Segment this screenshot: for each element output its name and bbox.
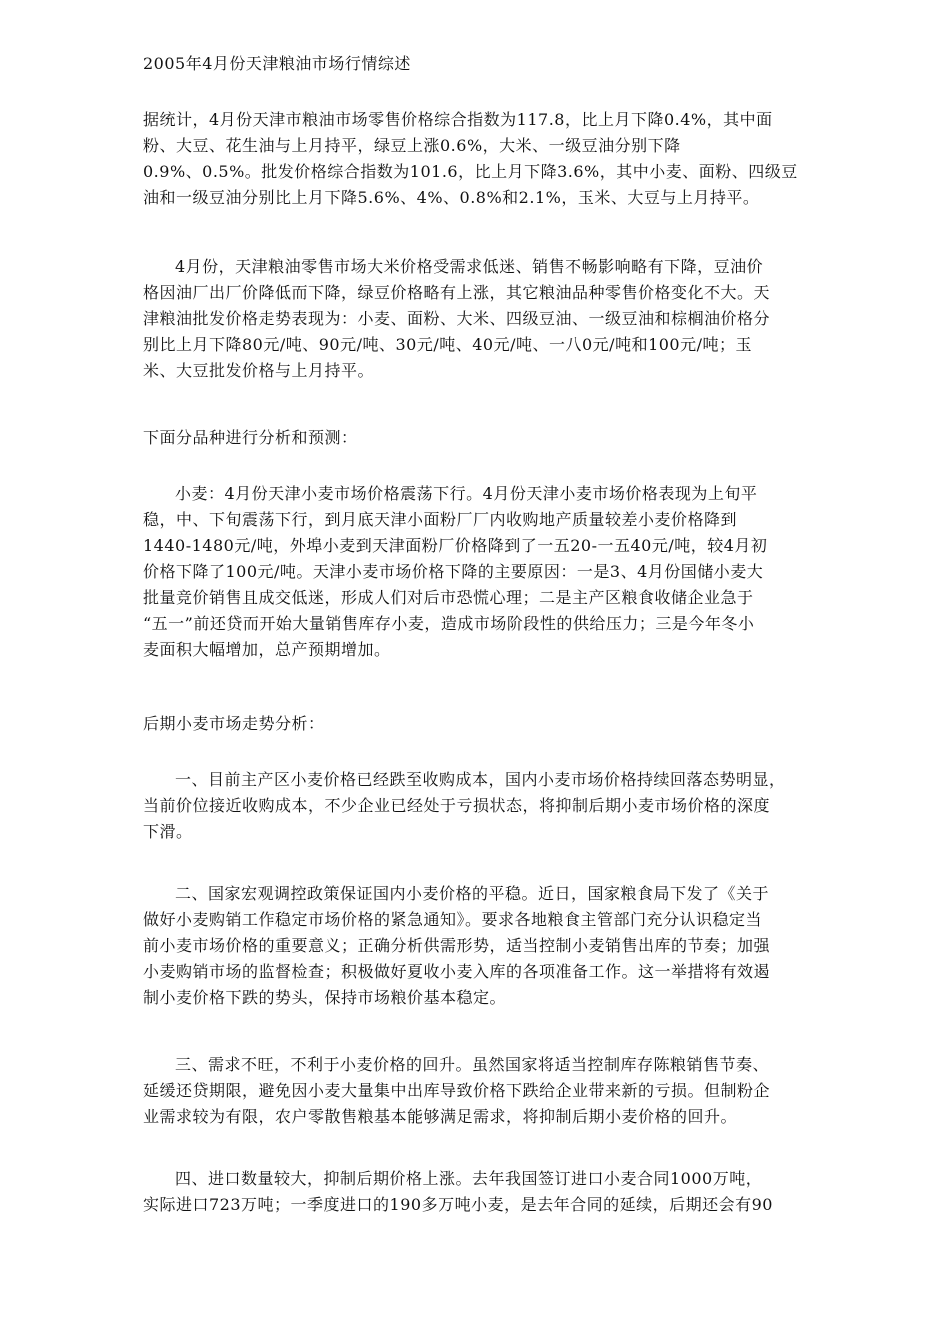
paragraph-april-market: 4月份，天津粮油零售市场大米价格受需求低迷、销售不畅影响略有下降，豆油价 格因油厂出厂价降低而下降，绿豆价格略有上涨，其它粮油品种零售价格变化不大。天 津粮油批发价格走势表现为：小麦、面粉、大米、四级豆油、一级豆油和棕榈油价格分 别比上月下降80元/吨、90元/吨、30元/吨、40元/吨、一八0元/吨和100元/吨；玉 米、大豆批发价格与上月持平。 [143,257,771,380]
document-title: 2005年4月份天津粮油市场行情综述 [143,54,411,73]
paragraph-point-3: 三、需求不旺，不利于小麦价格的回升。虽然国家将适当控制库存陈粮销售节奏、 延缓还贷期限，避免因小麦大量集中出库导致价格下跌给企业带来新的亏损。但制粉企 业需求较为有限，农户零散售粮基本能够满足需求，将抑制后期小麦价格的回升。 [143,1055,771,1126]
paragraph-wheat: 小麦：4月份天津小麦市场价格震荡下行。4月份天津小麦市场价格表现为上旬平 稳，中、下旬震荡下行，到月底天津小面粉厂厂内收购地产质量较差小麦价格降到 1440-1480元/吨，外埠小麦到天津面粉厂价格降到了一五20-一五40元/吨，较4月初 价格下降了100元/吨。天津小麦市场价格下降的主要原因：一是3、4月份国储小麦大 批量竞价销售且成交低迷，形成人们对后市恐慌心理；二是主产区粮食收储企业急于 “五一”前还贷而开始大量销售库存小麦，造成市场阶段性的供给压力；三是今年冬小 麦面积大幅增加，总产预期增加。 [143,484,768,659]
paragraph-section-intro: 下面分品种进行分析和预测： [143,428,358,447]
paragraph-point-1: 一、目前主产区小麦价格已经跌至收购成本，国内小麦市场价格持续回落态势明显， 当前价位接近收购成本，不少企业已经处于亏损状态，将抑制后期小麦市场价格的深度 下滑。 [143,770,786,841]
paragraph-outlook-heading: 后期小麦市场走势分析： [143,714,325,733]
paragraph-point-4: 四、进口数量较大，抑制后期价格上涨。去年我国签订进口小麦合同1000万吨， 实际进口723万吨；一季度进口的190多万吨小麦，是去年合同的延续，后期还会有90 [143,1169,773,1214]
paragraph-overview: 据统计，4月份天津市粮油市场零售价格综合指数为117.8，比上月下降0.4%，其中面 粉、大豆、花生油与上月持平，绿豆上涨0.6%，大米、一级豆油分别下降 0.9%、0.5%。批发价格综合指数为101.6，比上月下降3.6%，其中小麦、面粉、四级豆 油和一级豆油分别比上月下降5.6%、4%、0.8%和2.1%，玉米、大豆与上月持平。 [143,110,798,207]
paragraph-point-2: 二、国家宏观调控政策保证国内小麦价格的平稳。近日，国家粮食局下发了《关于 做好小麦购销工作稳定市场价格的紧急通知》。要求各地粮食主管部门充分认识稳定当 前小麦市场价格的重要意义；正确分析供需形势，适当控制小麦销售出库的节奏；加强 小麦购销市场的监督检查；积极做好夏收小麦入库的各项准备工作。这一举措将有效遏 制小麦价格下跌的势头，保持市场粮价基本稳定。 [143,884,771,1007]
